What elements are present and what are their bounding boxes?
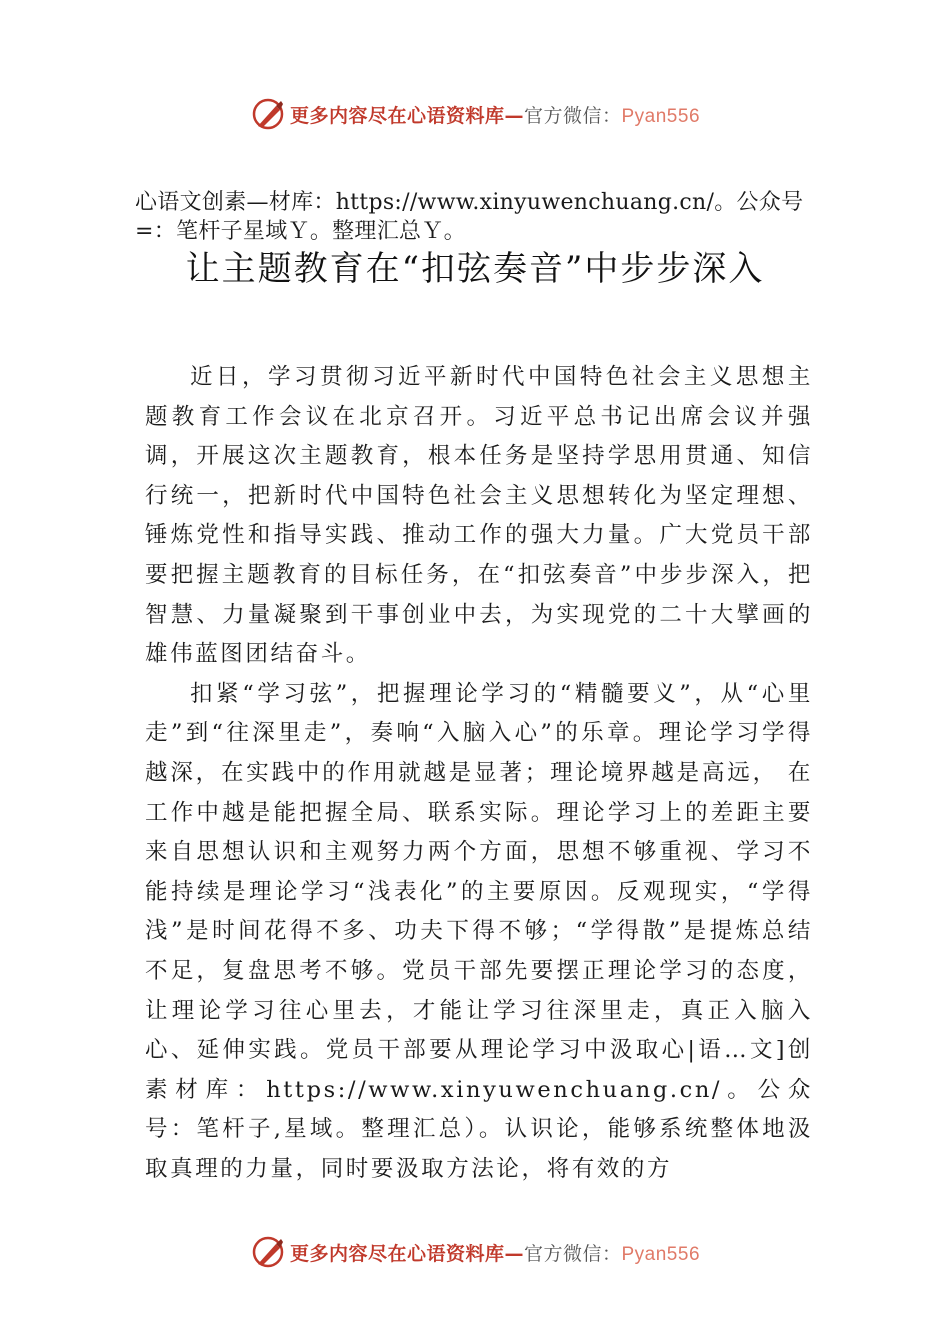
banner-text [290,1239,700,1266]
banner-text [290,101,700,128]
banner-main-text: 更多内容尽在心语资料库— [289,1242,524,1265]
top-banner [0,92,950,136]
body-paragraph-1: 近日，学习贯彻习近平新时代中国特色社会主义思想主题教育工作会议在北京召开。习近平总书记出席会议并强调，开展这次主题教育，根本任务是坚持学思用贯通、知信行统一，把新时代中国特色社会主义思想转化为坚定理想、锤炼党性和指导实践、推动工作的强大力量。广大党员干部要把握主题教育的目标任务，在“扣弦奏音”中步步深入，把智慧、力量凝聚到干事创业中去，为实现党的二十大擘画的雄伟蓝图团结奋斗。 [145,364,813,668]
banner-wechat-label: 官方微信： [523,104,622,127]
source-line: 心语文创素—材库：https://www.xinyuwenchuang.cn/。公众号=：笔杆子星域Ｙ。整理汇总Ｙ。 [135,190,804,244]
banner-handle: Pyan556 [621,105,701,127]
banner-wechat-label: 官方微信： [523,1242,622,1265]
banner-main-text: 更多内容尽在心语资料库— [289,104,524,127]
banner-handle: Pyan556 [621,1243,701,1265]
body-paragraph-2: 扣紧“学习弦”，把握理论学习的“精髓要义”，从“心里走”到“往深里走”，奏响“入脑入心”的乐章。理论学习学得越深，在实践中的作用就越是显著；理论境界越是高远， 在工作中越是能把握全局、联系实际。理论学习上的差距主要来自思想认识和主观努力两个方面，思想不够重视、学习不能持续是理论学习“浅表化”的主要原因。反观现实，“学得浅”是时间花得不多、功夫下得不够；“学得散”是提炼总结不足，复盘思考不够。党员干部先要摆正理论学习的态度， 让理论学习往心里去，才能让学习往深里走，真正入脑入心、延伸实践。党员干部要从理论学习中汲取心|语…文]创素材库：https://www.xinyuwenchuang.cn/。公众号：笔杆子,星域。整理汇总）。认识论，能够系统整体地汲取真理的力量，同时要汲取方法论，将有效的方 [145,680,813,1182]
document-title: 让主题教育在“扣弦奏音”中步步深入 [185,249,765,289]
pen-nib-logo-icon [250,1234,286,1270]
document-body [145,358,813,1189]
pen-nib-logo-icon [250,96,286,132]
bottom-banner [0,1230,950,1274]
